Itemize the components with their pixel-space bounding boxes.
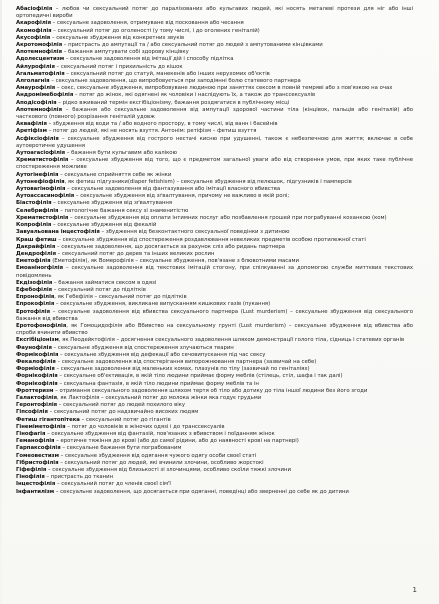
glossary-entry [16, 71, 413, 78]
glossary-entry [16, 445, 413, 452]
entry-term: Дакрайфілія [16, 243, 56, 250]
entry-term: Біастофілія [16, 200, 52, 207]
entry-definition: – сексуальний потяг до людей, які вчинили злочини, особливо жорстокі [58, 459, 264, 466]
entry-definition: , як Лактофілія – сексуальний потяг до молока жінки яка годує грудьми [57, 394, 262, 401]
entry-definition: – потяг до чоловіків в жіночих одязі і до транссексуалів [65, 423, 225, 430]
entry-term: Аутогінефілія [16, 171, 59, 178]
entry-definition: (Еметофілія), як Вомерофілія – сексуальне збудження, пов'язане з блювотними масами [50, 258, 299, 265]
entry-term: Форміофілія [16, 366, 55, 373]
entry-term: Фроттеризм [16, 387, 54, 394]
entry-term: Хрематистофілія [16, 214, 69, 221]
entry-term: Айлурофілія [16, 63, 55, 70]
entry-term: Форнікофілія [16, 373, 58, 380]
glossary-entry [16, 424, 413, 431]
entry-definition: – сексуальне збудження від оплати інтимних послуг або позбавлення грошей при пограбуванні коханкою (ком) [68, 214, 387, 221]
entry-definition: – сексуальне об'єктивація, в якій тіло людини приймає форму меблів (стілець, стіл, шафа і так далі) [57, 373, 343, 380]
entry-definition: – сексуальний потяг до оголеності (у тому числі, і до оголених геніталій) [51, 27, 260, 34]
glossary-entry [16, 128, 413, 135]
entry-definition: , як Пеодейктофілія – досягнення сексуального задоволення шляхом демонстрації голого тіла, сідниць і статевих органів [58, 337, 405, 344]
glossary-entry [16, 56, 413, 63]
entry-term: Копрофілія [16, 222, 52, 229]
entry-term: Акусофілія [16, 34, 51, 41]
entry-term: Гарпаксофілія [16, 445, 61, 452]
entry-term: Гінеміметофілія [16, 423, 66, 430]
glossary-entry [16, 352, 413, 359]
entry-definition: – сексуальне задоволення від маленьких комах, плазунів по тілу (зазвичай по геніталіях) [54, 366, 310, 373]
entry-definition: – сексуальний потяг до дерев та інших великих рослин [55, 250, 215, 257]
entry-term: Апотемнофілія [16, 49, 63, 56]
entry-term: Аутовагінофілія [16, 186, 66, 193]
entry-term: Акомофілія [16, 27, 52, 34]
page-number: 1 [412, 586, 417, 594]
entry-term: Геронтофілія [16, 402, 58, 409]
entry-definition: – сексуальне збудження від спостереження злучаються тварин [51, 344, 234, 351]
entry-definition: – рідко вживаний термін ексгібіціонізму, бажання роздягатися в публічному місці [56, 99, 290, 106]
entry-term: Форнікофілія [16, 380, 58, 387]
glossary-entry [16, 481, 413, 488]
glossary-entry [16, 136, 413, 150]
entry-term: Фаунофілія [16, 344, 52, 351]
glossary-entry [16, 6, 413, 20]
entry-term: Екдізофілія [16, 279, 53, 286]
entry-term: Апотемнофілія [16, 106, 63, 113]
glossary-entry [16, 345, 413, 352]
glossary-entry [16, 417, 413, 424]
entry-term: Гіфефілія [16, 467, 47, 473]
entry-term: Алголагнія [16, 78, 50, 85]
entry-definition: – сексуальний потяг до підлітків [52, 286, 146, 293]
glossary-entry [16, 337, 413, 344]
glossary-entry [16, 64, 413, 71]
entry-definition: – сексуальне збудження від фантазій, пов'язаних з вбивством і поїданням жінок [45, 430, 275, 437]
entry-definition: – сексуальне збудження від гострого нестачі кисню при удушенні, також є небезпечною для життя; включає в себе аутоеротичне удушення [16, 135, 413, 149]
entry-definition: – сексуальне задоволення від текстових імітацій стогону, при спілкуванні за допомогою служби миттєвих текстових повідомлень [16, 265, 413, 279]
entry-term: Агальматофілія [16, 70, 65, 77]
entry-term: Абасіофілія [16, 6, 53, 12]
entry-definition: – сексуальне задоволення, отримуване від посковання або чесання [50, 20, 244, 27]
entry-definition: – сексуальне збудження від близькості зі злочинцями, особливо скоїли тяжкі злочини [46, 467, 291, 473]
entry-term: Ексгібіціонізм [16, 337, 59, 344]
glossary-entry [16, 280, 413, 287]
entry-term: Акарофілія [16, 20, 51, 27]
entry-term: Адолесцентизм [16, 56, 65, 63]
entry-definition: – сексуальний потяг до членів своєї сім'ї [55, 481, 171, 488]
entry-definition: – еротичне тяжіння до крові (або до самої рідини, або до наявності крові на партнері) [54, 438, 299, 445]
glossary-entry [16, 265, 413, 279]
entry-term: Епронофілія [16, 294, 55, 301]
glossary-entry [16, 20, 413, 27]
entry-definition: – сексуальний потяг до гігантів [79, 416, 171, 423]
entry-definition: – секс, сексуальне збудження, випробовуване людиною при заняттях сексом в повній темряві або з пов'язкою на очах [55, 85, 393, 92]
entry-term: Інфантилізм [16, 488, 55, 495]
glossary-entry [16, 409, 413, 416]
entry-definition: – сексуальний потяг до надзвичайно високих людям [47, 409, 199, 416]
entry-definition: – сексуальне збудження від фекалій [51, 222, 157, 229]
glossary-entry [16, 489, 413, 496]
entry-definition: , як Гебефілія – сексуальний потяг до підлітків [54, 294, 187, 301]
entry-definition: – сексуальне задоволення, що випробовується при заподіянні болю статевого партнера [49, 78, 301, 85]
glossary-entry [16, 200, 413, 207]
scan-edge [0, 0, 2, 604]
entry-term: Гінофагія [16, 430, 46, 437]
entry-term: Еротофілія [16, 308, 51, 315]
entry-definition: – сексуальна фантазія, в якій тіло людини приймає форму меблів та ін [57, 380, 259, 387]
entry-term: Еметофілія [16, 258, 51, 265]
entry-definition: – сексуальне задоволення, що досягається при одяганні, поведінці або зверненні до себе як до дитини [54, 488, 349, 495]
glossary-entry [16, 179, 413, 186]
entry-term: Краш фетиш [16, 236, 57, 243]
entry-term: Гомеовестизм [16, 452, 59, 459]
entry-term: Формікофілія [16, 351, 59, 358]
entry-definition: , як Гомоцидофілія або Вбивство на сексуальному грунті (Lust murderism) – сексуальне збудження від вбивства або спроби вчинити вбивство [16, 322, 413, 337]
entry-term: Аутоассасинофілія [16, 193, 75, 200]
entry-term: Ефебофілія [16, 286, 53, 293]
glossary-entry [16, 28, 413, 35]
entry-definition: – бажання або сексуальне задоволення від ампутації здорової частини тіла (кінцівок, пальців або геніталій) або часткового (повного) розрізання геніталій удовж [16, 106, 413, 121]
entry-definition: – бажання ампутувати собі здорову кінцівку [62, 49, 189, 56]
entry-definition: – сексуальне задоволення від вбивства сексуального партнера (Lust murderism) – сексуальне збудження від сексуального бажання від вбивства [16, 308, 413, 322]
entry-term: Хрематистофілія [16, 157, 69, 164]
glossary-entry [16, 157, 413, 171]
glossary-entry [16, 460, 413, 467]
glossary-entry [16, 229, 413, 236]
entry-definition: – потяг до людей, які не носять взуття. Антонім: ретіфізм – фетиш взуття [46, 128, 257, 135]
entry-definition: , як фетиш підгузники(diaper fetishism) – сексуальне збудження від пелюшок, підгузників і памперсів [64, 178, 352, 185]
entry-term: Дендрофілія [16, 250, 56, 257]
entry-term: Завуальована інцестофілія [16, 229, 100, 236]
entry-definition: – любов чи сексуальний потяг до паралізованих або кульгавих людей, які носять металеві протези для ніг або інші ортопедичні вироби [16, 6, 413, 20]
entry-term: Галактофілія [16, 394, 57, 401]
glossary-entry [16, 100, 413, 107]
glossary-entry [16, 215, 413, 222]
glossary-entry [16, 35, 413, 42]
entry-definition: – потяг до жінок, які одягнені як чоловіки і наслідують їх, а також до транссексуалів [73, 92, 316, 99]
glossary-entry [16, 208, 413, 215]
entry-term: Аутоагасіофілія [16, 150, 66, 157]
entry-definition: – сексуальне збудження від зґвалтування, причому не важливо в якій ролі; [74, 193, 290, 200]
entry-term: Акротомофілія [16, 42, 63, 49]
glossary-entry [16, 309, 413, 323]
glossary-entry [16, 107, 413, 121]
glossary-entry [16, 381, 413, 388]
glossary-entry [16, 237, 413, 244]
entry-definition: – пристрасть до ампутації та / або сексуальний потяг до людей з ампутованими кінцівками [62, 42, 323, 49]
entry-definition: – сексуальний потяг до людей похилого віку [57, 402, 186, 409]
entry-term: Епрокофілія [16, 301, 55, 308]
entry-definition: – сексуальне збудження від спостереження роздавлювання невеликих предметів особою протилежної статі [56, 236, 366, 243]
entry-definition: – сексуальне задоволення від спостерігання випорожнювання партнера (зазвичай на себе) [55, 358, 317, 365]
entry-term: Фетиш гігантопітека [16, 416, 80, 423]
entry-term: Емоаніногфілія [16, 265, 64, 272]
entry-definition: – сексуальне сприйняття себе як жінки [58, 171, 172, 178]
glossary-entry [16, 323, 413, 337]
entry-term: Аквафілія [16, 121, 47, 128]
entry-definition: – збудження від безконтактного сексуальної поведінки з дитиною [99, 229, 290, 236]
entry-definition: – сексуальне збудження від одягання чужого одягу особи своєї статі [59, 452, 257, 459]
entry-term: Інцестофілія [16, 481, 56, 488]
entry-definition: – сексуальне збудження від того, що є предметом загальної уваги або від створення умов, при яких таке публічне спостереження можливе [16, 157, 413, 171]
entry-definition: – сексуальний потяг до статуй, манекенів або інших нерухомих об'єктів [64, 70, 270, 77]
entry-term: Фекалофілія [16, 358, 56, 365]
entry-definition: – бажання займатися сексом в одязі [52, 279, 157, 286]
entry-term: Андромімебофілія [16, 92, 74, 99]
glossary-entry [16, 301, 413, 308]
entry-definition: – патологічне бажання сексу зі знаменитістю [58, 207, 189, 214]
entry-term: Аретіфізм [16, 128, 47, 135]
entry-definition: – сексуальне збудження від конкретних звуків [50, 34, 185, 41]
entry-term: Асфіксіофілія [16, 135, 59, 142]
entry-definition: – сексуальне збудження від дефекації або сечовипускання під час сексу [58, 351, 266, 358]
entry-definition: – сексуальне збудження від зґвалтування [51, 200, 173, 207]
entry-definition: – бажання бути кульгавим або калікою [65, 150, 178, 157]
entry-definition: – сексуальний потяг і прихильність до кішок [54, 63, 183, 70]
entry-term: Геманофілія [16, 438, 55, 445]
entry-term: Гінофілія [16, 474, 45, 481]
entry-term: Амаурофілія [16, 85, 56, 92]
entry-definition: – сексуальне задоволення від фантазування або імітації власного вбивства [65, 186, 281, 193]
entry-definition: – отримання сексуального задоволення шляхом тертя об тіло або дотику до тіла іншої людини без його згоди [53, 387, 368, 394]
entry-definition: – сексуальне задоволення від імітації дій і способу підлітка [64, 56, 234, 63]
glossary-entry [16, 373, 413, 380]
glossary-entry [16, 92, 413, 99]
entry-definition: – сексуальне збудження, викликане випусканням кишкових газів (пукання) [54, 301, 271, 308]
glossary-entry [16, 453, 413, 460]
entry-term: Аутонефіофілія [16, 178, 65, 185]
entry-term: Еротофонофілія [16, 322, 67, 329]
glossary-entry [16, 244, 413, 251]
entry-term: Селебрифілія [16, 207, 59, 214]
entry-definition: – сексуальне задоволення, що досягається за рахунок сліз або ридань партнера [55, 243, 286, 250]
entry-term: Гіпсофілія [16, 409, 48, 416]
entry-definition: – збудження від води та / або водного простору, в тому числі, від ванн і басейнів [46, 121, 278, 128]
entry-definition: – сексуальне бажання бути пограбованим [60, 445, 182, 452]
glossary-entry [16, 172, 413, 179]
entry-term: Аподісофілія [16, 99, 57, 106]
glossary-entry [16, 388, 413, 395]
entry-term: Гібристофілія [16, 459, 59, 466]
glossary-list [16, 6, 413, 496]
entry-definition: – пристрасть до тканин [44, 474, 114, 481]
